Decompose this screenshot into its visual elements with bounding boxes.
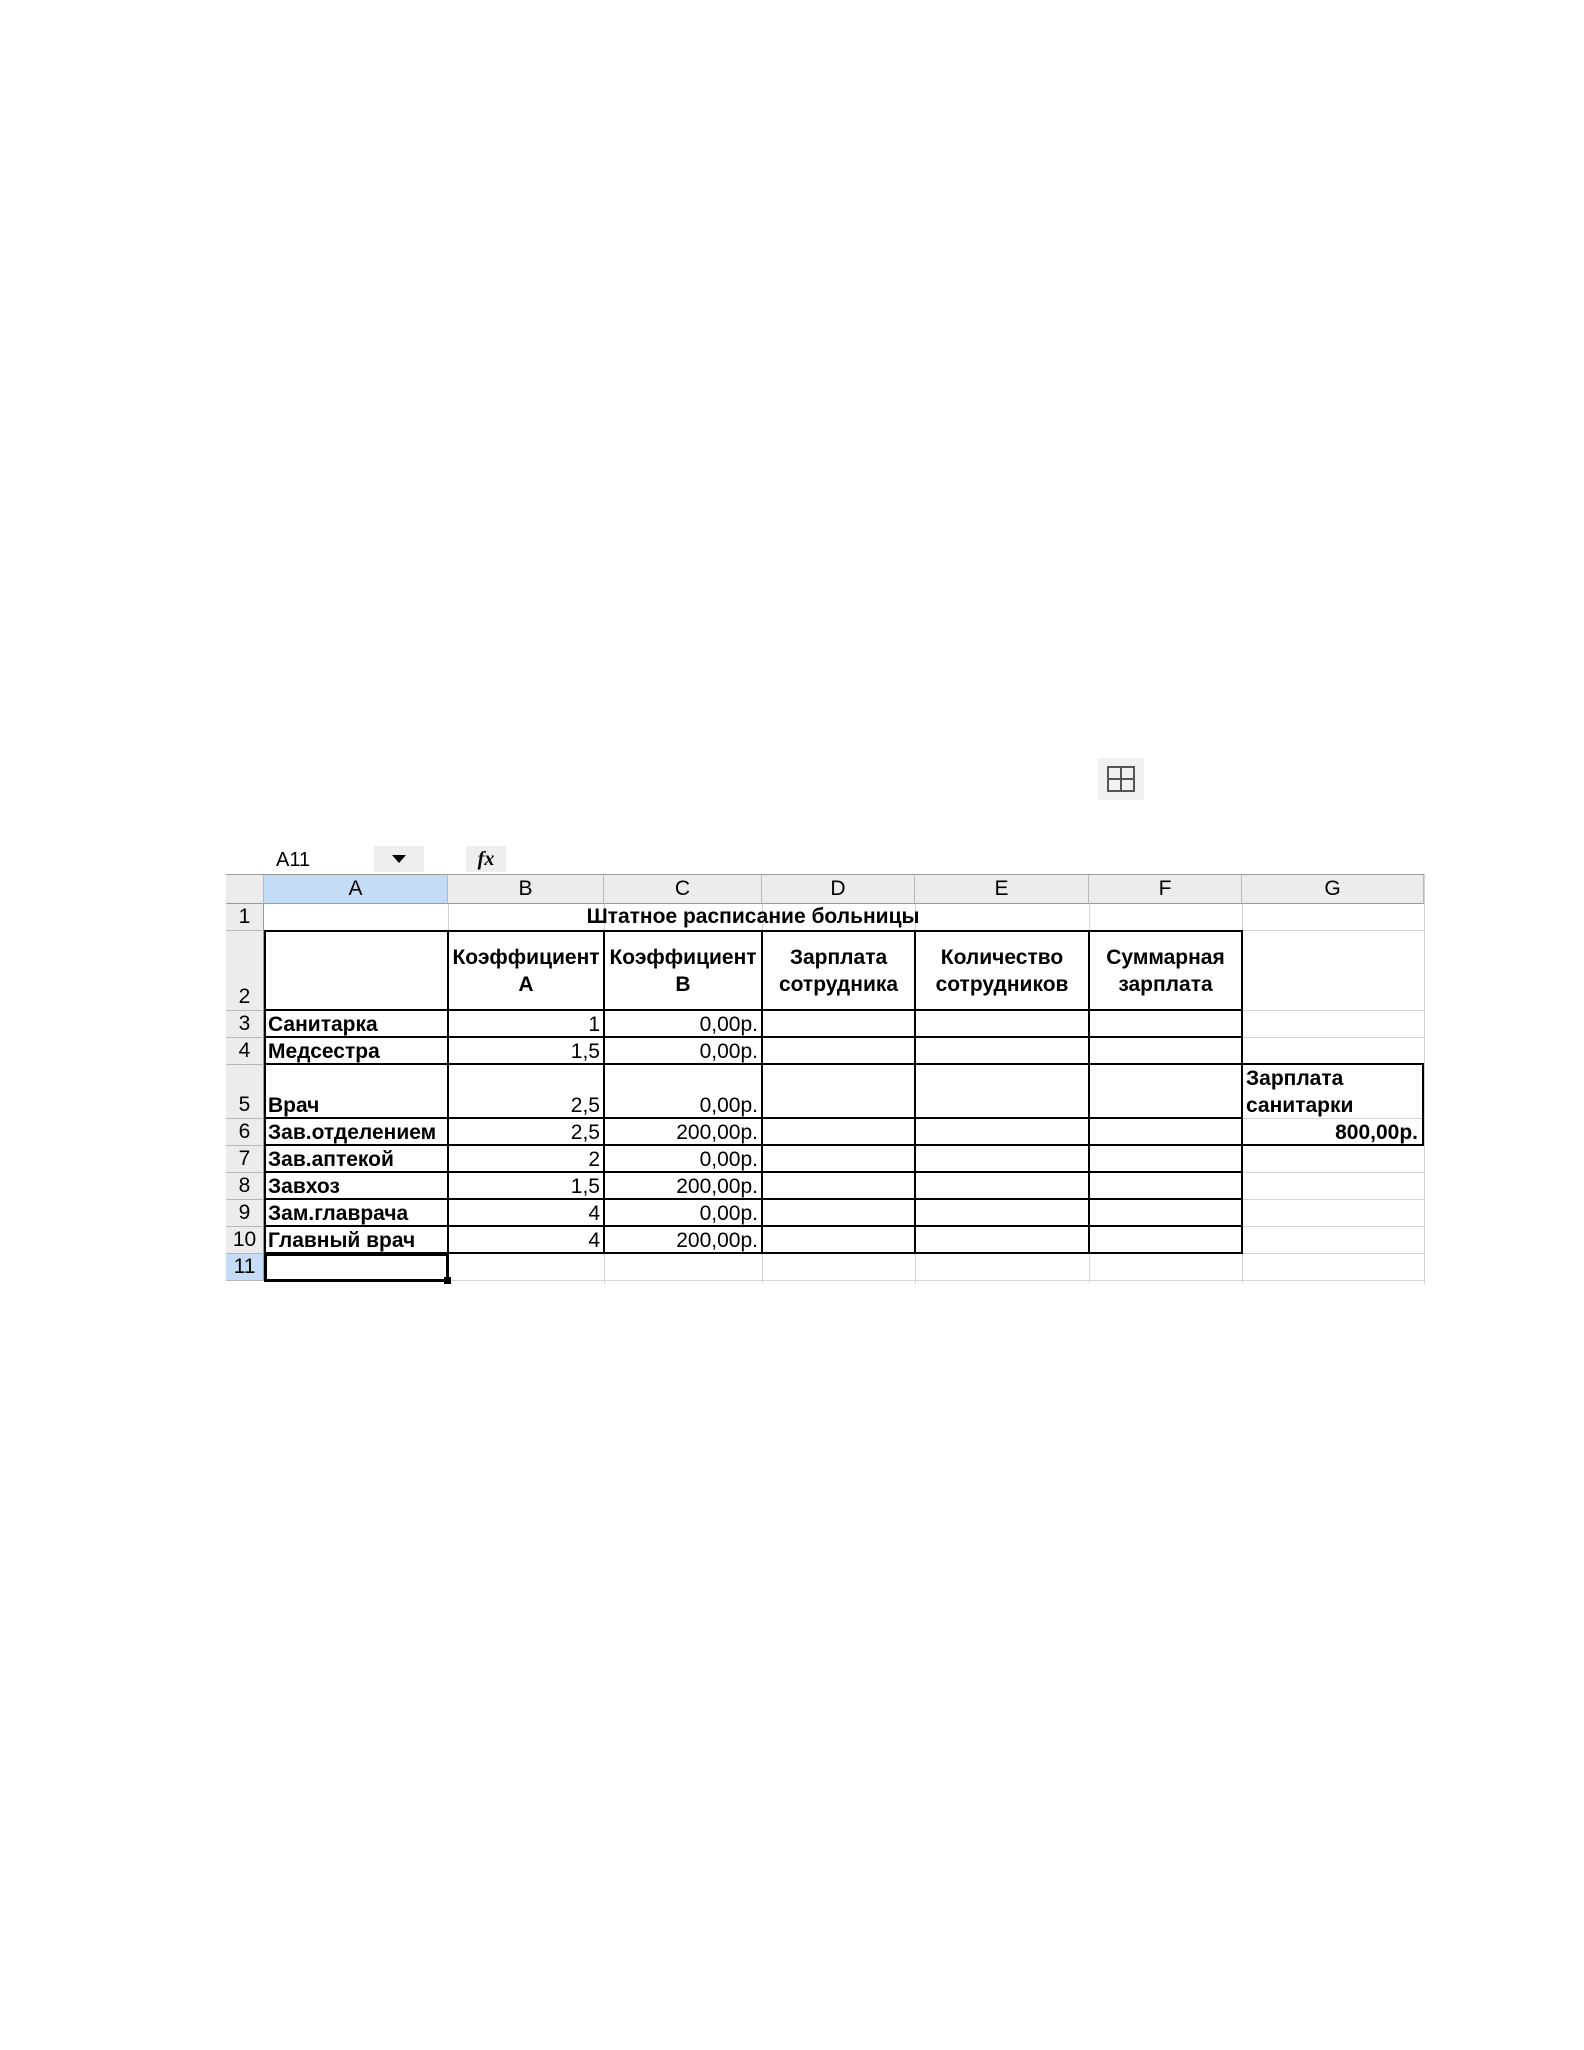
column-header-b[interactable]: B [448, 874, 604, 904]
cell-position[interactable]: Главный врач [268, 1229, 416, 1252]
cell-position[interactable]: Медсестра [268, 1040, 380, 1063]
column-header-g[interactable]: G [1242, 874, 1424, 904]
cell-coef-a[interactable]: 1,5 [570, 1040, 600, 1063]
table-grid-icon[interactable] [1098, 758, 1144, 800]
cell-position[interactable]: Зав.аптекой [268, 1148, 394, 1171]
cell-coef-b[interactable]: 200,00р. [676, 1121, 758, 1144]
side-value[interactable]: 800,00р. [1335, 1121, 1418, 1144]
row-header-4[interactable]: 4 [226, 1038, 264, 1065]
cell-coef-a[interactable]: 4 [588, 1229, 600, 1252]
cell-coef-a[interactable]: 2,5 [570, 1094, 600, 1117]
active-cell-a11[interactable] [264, 1253, 449, 1282]
cell-coef-a[interactable]: 4 [588, 1202, 600, 1225]
row-header-5[interactable]: 5 [226, 1065, 264, 1119]
name-box-dropdown[interactable] [374, 846, 424, 872]
row-header-10[interactable]: 10 [226, 1227, 264, 1254]
cell-coef-b[interactable]: 200,00р. [676, 1175, 758, 1198]
cell-coef-a[interactable]: 2 [588, 1148, 600, 1171]
row-header-9[interactable]: 9 [226, 1200, 264, 1227]
cell-coef-b[interactable]: 0,00р. [699, 1094, 758, 1117]
cell-position[interactable]: Санитарка [268, 1013, 378, 1036]
insert-function-button[interactable] [466, 846, 506, 872]
header-total-salary[interactable]: Суммарная зарплата [1106, 945, 1225, 996]
gridline [1424, 874, 1425, 1284]
header-count[interactable]: Количество сотрудников [935, 945, 1069, 996]
row-header-11[interactable]: 11 [226, 1254, 264, 1281]
column-header-f[interactable]: F [1089, 874, 1242, 904]
row-header-8[interactable]: 8 [226, 1173, 264, 1200]
side-label[interactable]: Зарплата санитарки [1246, 1067, 1354, 1117]
row-header-2[interactable]: 2 [226, 931, 264, 1011]
fx-icon: fx [477, 848, 495, 870]
sheet-title[interactable]: Штатное расписание больницы [586, 905, 920, 928]
cell-coef-a[interactable]: 2,5 [570, 1121, 600, 1144]
row-header-1[interactable]: 1 [226, 904, 264, 931]
row-header-6[interactable]: 6 [226, 1119, 264, 1146]
chevron-down-icon [392, 855, 406, 863]
column-header-d[interactable]: D [762, 874, 915, 904]
cell-position[interactable]: Завхоз [268, 1175, 340, 1198]
name-box[interactable]: A11 [276, 849, 311, 871]
cell-coef-a[interactable]: 1 [588, 1013, 600, 1036]
column-header-e[interactable]: E [915, 874, 1089, 904]
cell-coef-b[interactable]: 200,00р. [676, 1229, 758, 1252]
cell-position[interactable]: Зав.отделением [268, 1121, 437, 1144]
header-coef-b[interactable]: Коэффициент В [609, 945, 757, 996]
formula-bar [226, 846, 1426, 874]
cell-coef-b[interactable]: 0,00р. [699, 1202, 758, 1225]
row-header-3[interactable]: 3 [226, 1011, 264, 1038]
cell-position[interactable]: Зам.главрача [268, 1202, 409, 1225]
header-salary[interactable]: Зарплата сотрудника [778, 945, 899, 996]
row-header-7[interactable]: 7 [226, 1146, 264, 1173]
cell-coef-b[interactable]: 0,00р. [699, 1013, 758, 1036]
fill-handle[interactable] [444, 1277, 451, 1284]
cell-coef-b[interactable]: 0,00р. [699, 1148, 758, 1171]
table-border [1422, 1063, 1424, 1146]
cell-coef-b[interactable]: 0,00р. [699, 1040, 758, 1063]
column-header-c[interactable]: C [604, 874, 762, 904]
column-header-a[interactable]: A [264, 874, 448, 904]
select-all-corner[interactable] [226, 874, 264, 904]
header-coef-a[interactable]: Коэффициент А [452, 945, 600, 996]
cell-coef-a[interactable]: 1,5 [570, 1175, 600, 1198]
cell-position[interactable]: Врач [268, 1094, 320, 1117]
